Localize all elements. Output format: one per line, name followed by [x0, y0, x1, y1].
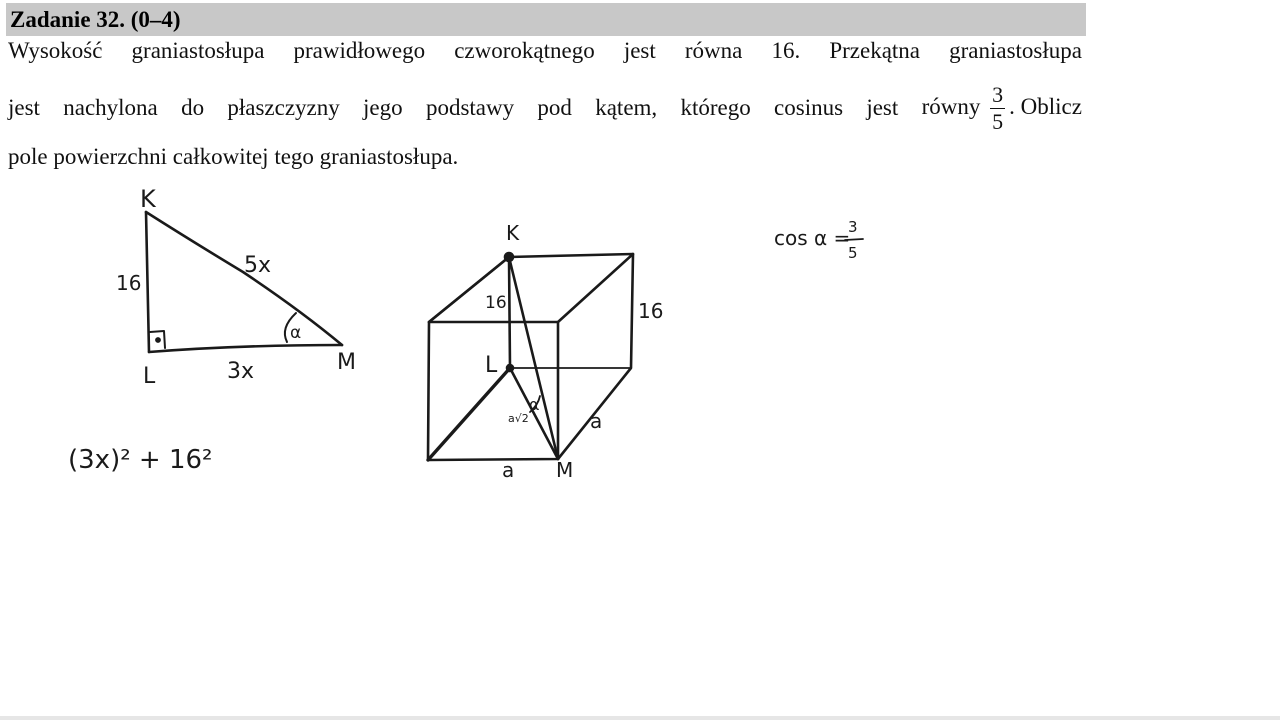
bottom-edge	[0, 716, 1280, 720]
triangle-angle-label: α	[290, 323, 302, 343]
triangle-figure	[146, 212, 342, 352]
word: jest	[866, 95, 899, 120]
prism-edge-label-bottom: a	[502, 458, 515, 482]
triangle-side-km	[146, 212, 342, 345]
word: cosinus	[774, 95, 844, 120]
triangle-side-kl	[146, 212, 149, 352]
word: płaszczyzny	[227, 95, 340, 120]
word: Wysokość	[8, 38, 103, 63]
fraction-denominator: 5	[992, 108, 1004, 134]
prism-height-label-right: 16	[638, 299, 664, 323]
prism-height-kl	[509, 257, 510, 368]
prism-vertex-l-dot	[507, 365, 513, 371]
triangle-side-label-3x: 3x	[227, 359, 255, 384]
equation-text: (3x)² + 16²	[68, 445, 213, 475]
cos-note-denominator: 5	[848, 244, 858, 262]
word: równy	[921, 93, 981, 119]
fraction-numerator: 3	[992, 81, 1004, 107]
word: którego	[680, 95, 751, 120]
word: 16.	[771, 38, 801, 63]
triangle-label-m: M	[337, 350, 356, 375]
prism-label-l: L	[485, 353, 498, 378]
word: jest	[8, 95, 40, 120]
triangle-label-l: L	[143, 364, 156, 389]
word: graniastosłupa	[949, 38, 1082, 63]
prism-edge-label-side: a	[590, 409, 603, 433]
prism-angle-label: α	[529, 395, 540, 414]
word: graniastosłupa	[131, 38, 265, 63]
word: podstawy	[425, 95, 515, 120]
word: jest	[623, 38, 656, 63]
right-angle-dot	[156, 338, 159, 341]
word: pod	[537, 95, 572, 120]
task-title: Zadanie 32. (0–4)	[10, 7, 181, 32]
word: jego	[363, 95, 403, 120]
triangle-side-lm	[149, 345, 342, 352]
sentence-tail: . Oblicz	[1009, 93, 1082, 119]
prism-height-label: 16	[485, 293, 507, 313]
cos-note-numerator: 3	[848, 218, 858, 236]
word: do	[181, 95, 205, 120]
triangle-side-label-16: 16	[116, 271, 142, 295]
triangle-label-k: K	[140, 185, 156, 213]
word: równa	[684, 38, 743, 63]
prism-vertex-k-dot	[505, 253, 513, 261]
prism-base-diagonal-thick	[428, 368, 510, 460]
problem-line-3: pole powierzchni całkowitej tego graniastosłupa.	[8, 144, 459, 169]
word: czworokątnego	[454, 38, 595, 63]
word: nachylona	[63, 95, 158, 120]
prism-diagonal-label: a√2	[508, 412, 529, 425]
triangle-side-label-5x: 5x	[244, 253, 272, 278]
cos-note-lhs: cos α =	[774, 226, 851, 250]
prism-label-m: M	[556, 458, 574, 482]
word: Przekątna	[829, 38, 921, 63]
prism-space-diagonal-km	[509, 257, 558, 459]
cos-note-fraction-bar	[845, 239, 863, 240]
prism-label-k: K	[506, 221, 520, 245]
word: prawidłowego	[293, 38, 426, 63]
prism-edge-top-front	[429, 254, 633, 322]
word: kątem,	[595, 95, 658, 120]
